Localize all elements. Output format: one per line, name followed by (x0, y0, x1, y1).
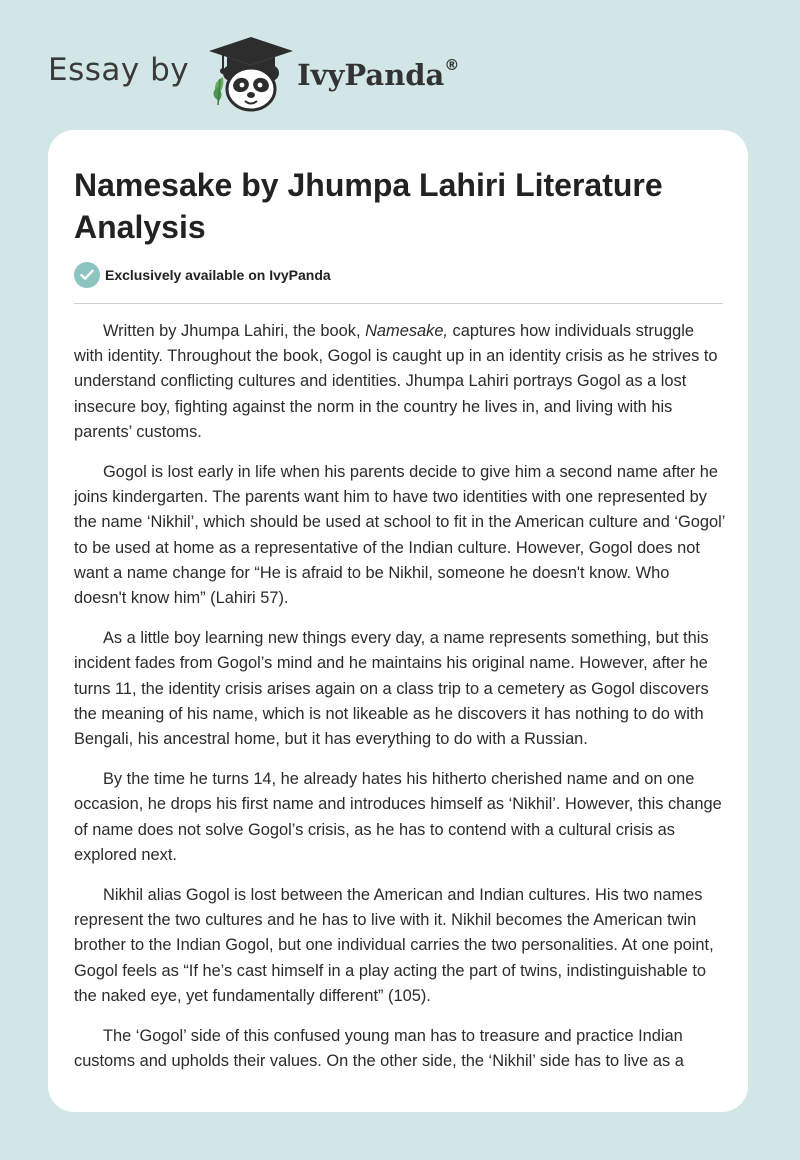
paragraph: By the time he turns 14, he already hates his hitherto cherished name and on one occasion, he drops his first name and introduces himself as ‘Nikhil’. However, this change of name does not solve Gogol’s crisis, as he has to contend with a cultural crisis as explored next. (74, 770, 722, 864)
book-title-italic: Namesake, (365, 322, 448, 340)
paragraph (74, 319, 726, 445)
essay-card (48, 130, 748, 1112)
paragraph: The ‘Gogol’ side of this confused young man has to treasure and practice Indian customs and upholds their values. On the other side, the ‘Nikhil’ side has to live as a (74, 1027, 684, 1071)
paragraph: Nikhil alias Gogol is lost between the American and Indian cultures. His two names represent the two cultures and he has to live with it. Nikhil becomes the American twin brother to the Indian Gogol, but one individual carries the two personalities. At one point, Gogol feels as “If he’s cast himself in a play acting the part of twins, indistinguishable to the naked eye, yet fundamentally different” (105). (74, 886, 714, 1005)
paragraph-text: captures how individuals struggle with identity. Throughout the book, Gogol is caught up in an identity crisis as he strives to understand conflicting cultures and identities. Jhumpa Lahiri portrays Gogol as a lost insecure boy, fighting against the norm in the country he lives in, and living with his parents’ customs. (74, 322, 718, 441)
check-icon (74, 262, 100, 288)
paragraph: As a little boy learning new things every day, a name represents something, but this incident fades from Gogol’s mind and he maintains his original name. However, after he turns 11, the identity crisis arises again on a class trip to a cemetery as Gogol discovers the meaning of his name, which is not likeable as he discovers it has nothing to do with Bengali, his ancestral home, but it has everything to do with a Russian. (74, 629, 709, 749)
essay-body (74, 319, 726, 1089)
brand-name[interactable] (297, 58, 459, 92)
paragraph: Gogol is lost early in life when his parents decide to give him a second name after he joins kindergarten. The parents want him to have two identities with one represented by the name ‘Nikhil’, which should be used at school to fit in the American culture and ‘Gogol’ to be used at home as a representative of the Indian culture. However, Gogol does not want a name change for “He is afraid to be Nikhil, someone he doesn't know. Who doesn't know him” (Lahiri 57). (74, 463, 725, 608)
page-title: Namesake by Jhumpa Lahiri Literature Analysis (74, 167, 663, 245)
exclusive-badge (74, 262, 331, 288)
registered-mark: ® (444, 56, 460, 74)
site-header (48, 34, 459, 114)
essay-by-label: Essay by (48, 52, 190, 88)
paragraph-text: Written by Jhumpa Lahiri, the book, (103, 322, 366, 340)
badge-text: Exclusively available on IvyPanda (105, 267, 331, 283)
brand-name-text[interactable]: IvyPanda (297, 58, 445, 92)
panda-graduate-icon[interactable] (207, 35, 295, 113)
divider (74, 303, 723, 304)
